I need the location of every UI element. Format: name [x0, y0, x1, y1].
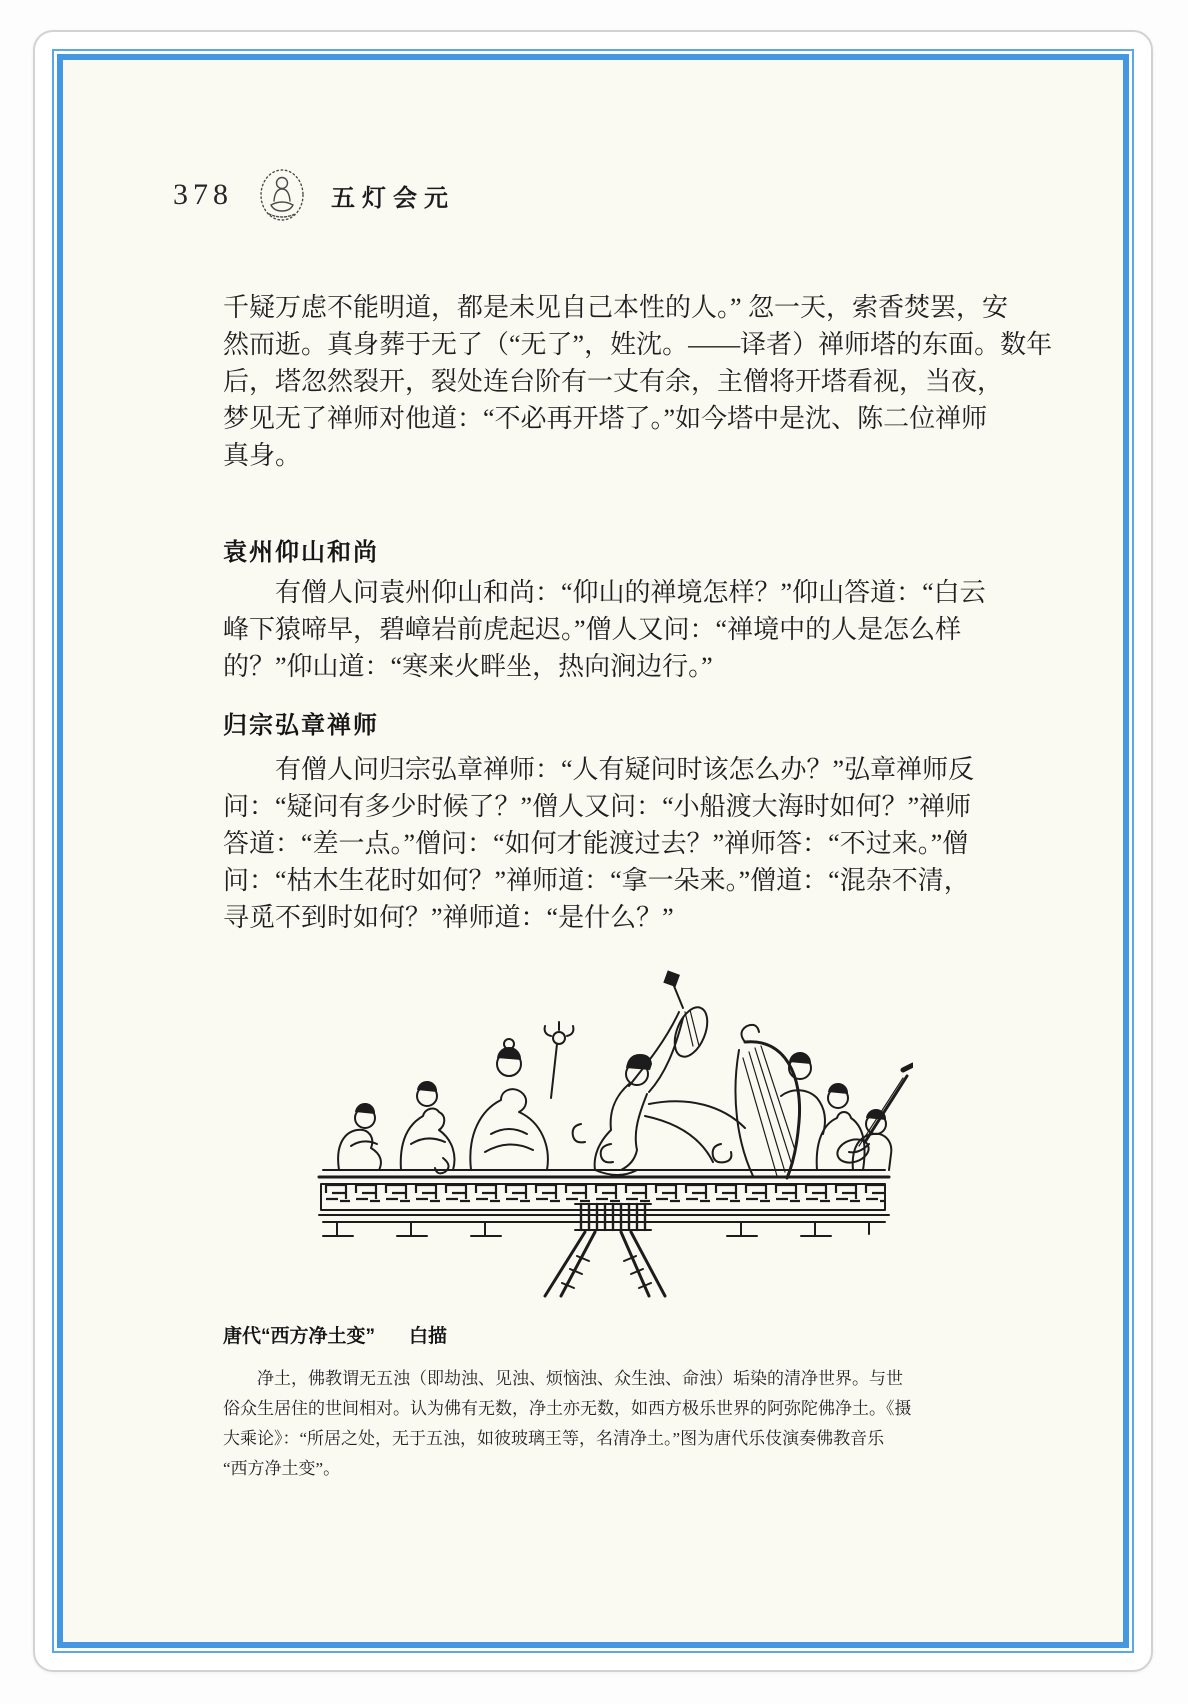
caption-line: 净土，佛教谓无五浊（即劫浊、见浊、烦恼浊、众生浊、命浊）垢染的清净世界。与世: [257, 1369, 903, 1388]
page-card: [33, 30, 1153, 1672]
text-line: 问：“枯木生花时如何？”禅师道：“拿一朵来。”僧道：“混杂不清，: [223, 866, 970, 895]
figure-caption-body: [223, 1364, 923, 1484]
text-line: 有僧人问袁州仰山和尚：“仰山的禅境怎样？”仰山答道：“白云: [275, 578, 986, 607]
caption-line: 大乘论》：“所居之处，无于五浊，如彼玻璃王等，名清净土。”图为唐代乐伎演奏佛教音乐: [223, 1429, 885, 1448]
text-line: 问：“疑问有多少时候了？”僧人又问：“小船渡大海时如何？”禅师: [223, 792, 972, 821]
figure-caption-title: [223, 1324, 1123, 1350]
page-border-thick: [57, 54, 1129, 1648]
text-line: 峰下猿啼早，碧嶂岩前虎起迟。”僧人又问：“禅境中的人是怎么样: [223, 615, 962, 644]
book-title: 五灯会元: [331, 184, 455, 212]
caption-line: 俗众生居住的世间相对。认为佛有无数，净土亦无数，如西方极乐世界的阿弥陀佛净土。《摄: [223, 1399, 912, 1418]
intro-paragraph: [223, 289, 1053, 474]
text-line: 千疑万虑不能明道，都是未见自己本性的人。” 忽一天，索香焚罢，安: [223, 293, 1009, 322]
section-paragraph-hongzhang: [223, 751, 975, 936]
page-number: 378: [173, 178, 233, 211]
text-line: 后，塔忽然裂开，裂处连台阶有一丈有余，主僧将开塔看视，当夜，: [223, 367, 1004, 396]
text-line: 答道：“差一点。”僧问：“如何才能渡过去？”禅师答：“不过来。”僧: [223, 829, 969, 858]
text-line: 有僧人问归宗弘章禅师：“人有疑问时该怎么办？”弘章禅师反: [275, 755, 975, 784]
section-heading-hongzhang: 归宗弘章禅师: [223, 712, 379, 739]
section-paragraph-yangshan: [223, 574, 986, 685]
caption-line: “西方净土变”。: [223, 1459, 341, 1478]
text-line: 寻觅不到时如何？”禅师道：“是什么？”: [223, 903, 674, 932]
text-line: 然而逝。真身葬于无了（“无了”，姓沈。——译者）禅师塔的东面。数年: [223, 330, 1053, 359]
buddha-seal-icon: [259, 168, 305, 222]
section-heading-yangshan: 袁州仰山和尚: [223, 539, 379, 566]
text-line: 梦见无了禅师对他道：“不必再开塔了。”如今塔中是沈、陈二位禅师: [223, 404, 988, 433]
text-line: 的？”仰山道：“寒来火畔坐，热向涧边行。”: [223, 652, 713, 681]
caption-title-text: 唐代“西方净土变”: [223, 1326, 376, 1347]
page-border-thin: [52, 49, 1134, 1653]
caption-subtitle-text: 白描: [409, 1326, 448, 1347]
page-header: [173, 166, 1123, 224]
pure-land-line-drawing: [293, 946, 913, 1298]
page-content: [63, 60, 1123, 1642]
text-line: 真身。: [223, 441, 302, 470]
